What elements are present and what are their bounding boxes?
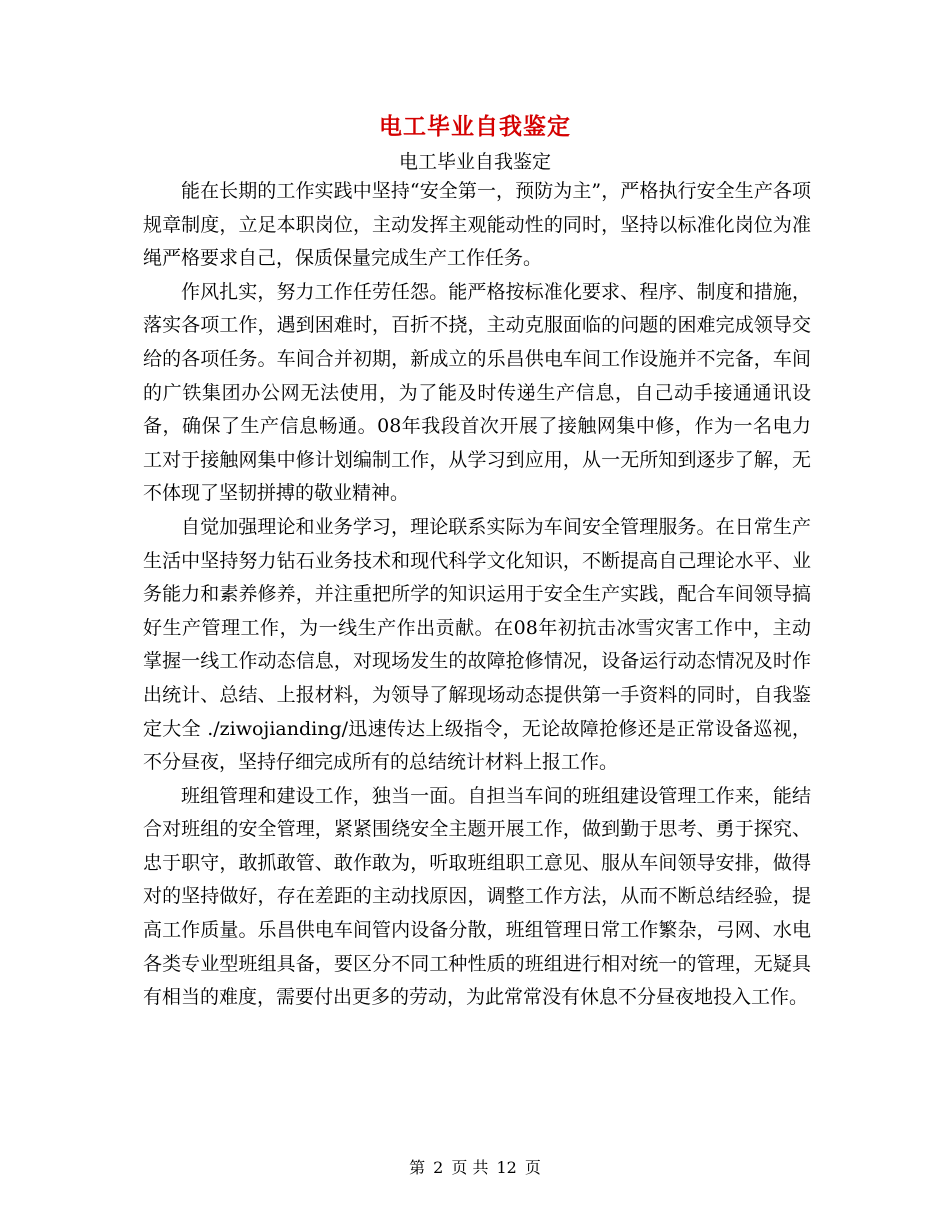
footer-suffix: 页 xyxy=(524,1158,541,1177)
document-body xyxy=(143,175,811,1015)
paragraph-1: 能在长期的工作实践中坚持“安全第一，预防为主”，严格执行安全生产各项规章制度，立足本职岗位，主动发挥主观能动性的同时，坚持以标准化岗位为准绳严格要求自己，保质保量完成生产工作任务。 xyxy=(143,180,811,270)
paragraph-4: 班组管理和建设工作，独当一面。自担当车间的班组建设管理工作来，能结合对班组的安全管理，紧紧围绕安全主题开展工作，做到勤于思考、勇于探究、忠于职守，敢抓敢管、敢作敢为，听取班组职工意见、服从车间领导安排，做得对的坚持做好，存在差距的主动找原因，调整工作方法，从而不断总结经验，提高工作质量。乐昌供电车间管内设备分散，班组管理日常工作繁杂，弓网、水电各类专业型班组具备，要区分不同工种性质的班组进行相对统一的管理，无疑具有相当的难度，需要付出更多的劳动，为此常常没有休息不分昼夜地投入工作。 xyxy=(143,784,811,1009)
document-subtitle: 电工毕业自我鉴定 xyxy=(398,151,551,173)
footer-middle: 页 共 xyxy=(451,1158,489,1177)
document-title: 电工毕业自我鉴定 xyxy=(379,113,571,140)
paragraph-3: 自觉加强理论和业务学习，理论联系实际为车间安全管理服务。在日常生产生活中坚持努力钻石业务技术和现代科学文化知识，不断提高自己理论水平、业务能力和素养修养，并注重把所学的知识运用于安全生产实践，配合车间领导搞好生产管理工作，为一线生产作出贡献。在08年初抗击冰雪灾害工作中，主动掌握一线工作动态信息，对现场发生的故障抢修情况，设备运行动态情况及时作出统计、总结、上报材料，为领导了解现场动态提供第一手资料的同时，自我鉴定大全 ./ziwojianding/迅速传达上级指令，无论故障抢修还是正常设备巡视，不分昼夜，坚持仔细完成所有的总结统计材料上报工作。 xyxy=(143,515,811,774)
paragraph-2: 作风扎实，努力工作任劳任怨。能严格按标准化要求、程序、制度和措施，落实各项工作，遇到困难时，百折不挠，主动克服面临的问题的困难完成领导交给的各项任务。车间合并初期，新成立的乐昌供电车间工作设施并不完备，车间的广铁集团办公网无法使用，为了能及时传递生产信息，自己动手接通通讯设备，确保了生产信息畅通。08年我段首次开展了接触网集中修，作为一名电力工对于接触网集中修计划编制工作，从学习到应用，从一无所知到逐步了解，无不体现了坚韧拼搏的敬业精神。 xyxy=(143,280,811,505)
footer-prefix: 第 xyxy=(409,1158,426,1177)
page-footer xyxy=(0,1155,950,1178)
footer-total-pages: 12 xyxy=(496,1158,517,1177)
footer-current-page: 2 xyxy=(433,1158,444,1177)
